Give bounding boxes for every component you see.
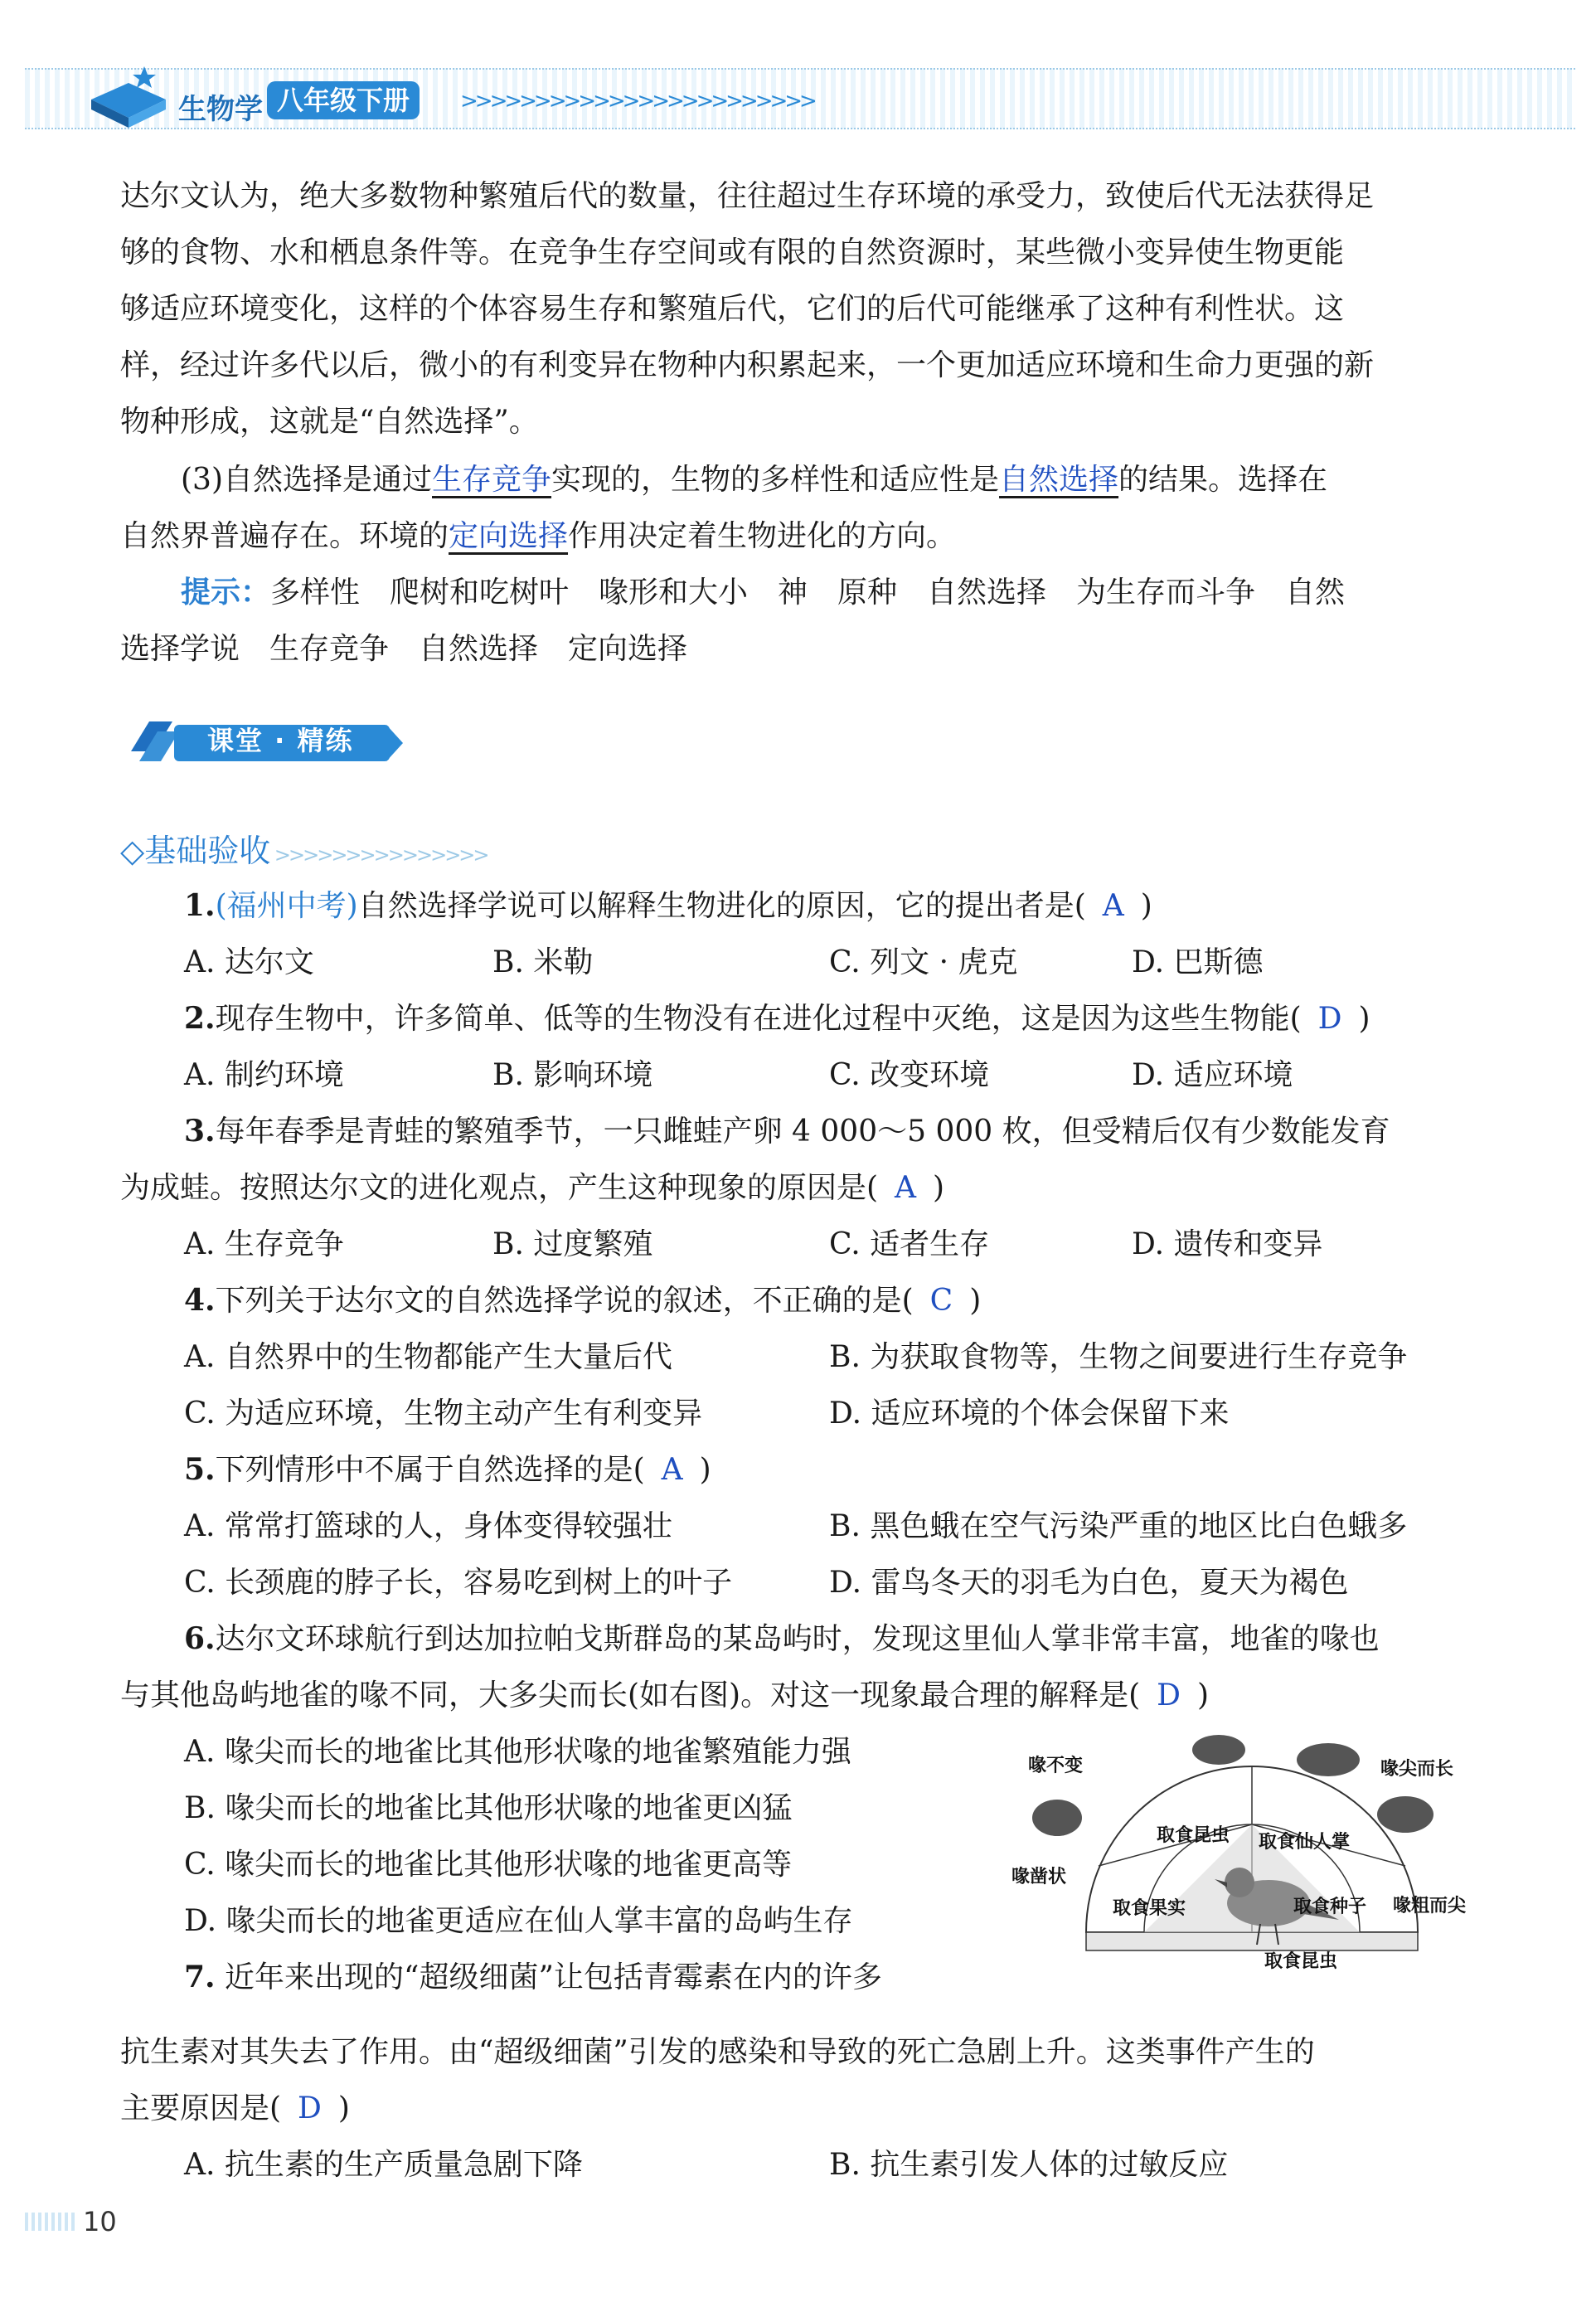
question-6-option-b: B. 喙尖而长的地雀比其他形状喙的地雀更凶猛 — [184, 1791, 793, 1825]
question-text: 下列关于达尔文的自然选择学说的叙述，不正确的是( — [215, 1284, 914, 1318]
question-number: 6. — [184, 1621, 216, 1656]
close-paren: ) — [1197, 1678, 1210, 1712]
question-6-option-a: A. 喙尖而长的地雀比其他形状喙的地雀繁殖能力强 — [184, 1735, 851, 1769]
question-3-option-c: C. 适者生存 — [829, 1227, 990, 1261]
question-number: 7. — [184, 1960, 216, 1994]
question-7-stem-cont2 — [120, 2085, 350, 2127]
question-source: (福州中考) — [215, 889, 358, 923]
arrows-decoration: >>>>>>>>>>>>>>> — [270, 843, 488, 867]
hint-label: 提示： — [181, 576, 271, 610]
question-6-stem — [184, 1615, 1380, 1658]
fill-blank — [432, 463, 551, 497]
question-number: 1. — [184, 888, 216, 923]
question-5-option-a: A. 常常打篮球的人，身体变得较强壮 — [184, 1509, 672, 1543]
question-answer: A — [895, 1171, 917, 1205]
close-paren: ) — [1140, 889, 1152, 923]
question-answer: A — [661, 1453, 683, 1487]
blank-answer: 生存竞争 — [432, 463, 552, 497]
fill-blank — [999, 463, 1118, 497]
question-answer: D — [1157, 1678, 1181, 1712]
question-text: 每年春季是青蛙的繁殖季节，一只雌蛙产卵 4 000～5 000 枚，但受精后仅有少数能发育 — [215, 1115, 1390, 1149]
point3-text: 自然界普遍存在。环境的 — [120, 519, 449, 553]
page-number: 10 — [83, 2206, 117, 2237]
blank-answer: 自然选择 — [999, 463, 1119, 497]
question-6-option-c: C. 喙尖而长的地雀比其他形状喙的地雀更高等 — [184, 1848, 793, 1882]
hint-line1 — [181, 569, 1345, 611]
question-3-option-d: D. 遗传和变异 — [1132, 1227, 1323, 1261]
question-number: 3. — [184, 1114, 216, 1149]
intro-line: 达尔文认为，绝大多数物种繁殖后代的数量，往往超过生存环境的承受力，致使后代无法获得足 — [120, 179, 1375, 213]
question-2-stem — [184, 995, 1370, 1037]
question-4-option-c: C. 为适应环境，生物主动产生有利变异 — [184, 1397, 703, 1431]
figure-label: 取食昆虫 — [1157, 1825, 1230, 1846]
question-5-option-c: C. 长颈鹿的脖子长，容易吃到树上的叶子 — [184, 1566, 733, 1600]
figure-label: 取食昆虫 — [1264, 1951, 1338, 1972]
hint-line2: 选择学说 生存竞争 自然选择 定向选择 — [120, 632, 688, 666]
hint-text: 多样性 爬树和吃树叶 喙形和大小 神 原种 自然选择 为生存而斗争 自然 — [270, 576, 1346, 610]
header-subject: 生物学 — [178, 93, 263, 126]
question-5-option-d: D. 雷鸟冬天的羽毛为白色，夏天为褐色 — [829, 1566, 1349, 1600]
intro-line: 物种形成，这就是“自然选择”。 — [120, 405, 539, 439]
question-2-option-b: B. 影响环境 — [492, 1058, 653, 1092]
question-text: 近年来出现的“超级细菌”让包括青霉素在内的许多 — [225, 1960, 882, 1994]
subsection-label: 基础验收 — [144, 833, 271, 869]
page-number-decoration — [25, 2213, 75, 2231]
point3-text: 实现的，生物的多样性和适应性是 — [551, 463, 1000, 497]
header-grade-badge: 八年级下册 — [267, 81, 420, 119]
question-7-stem — [184, 1954, 882, 1996]
question-5-stem — [184, 1446, 711, 1489]
point3-text: (3)自然选择是通过 — [181, 463, 432, 497]
question-4-option-b: B. 为获取食物等，生物之间要进行生存竞争 — [829, 1340, 1408, 1374]
question-7-option-b: B. 抗生素引发人体的过敏反应 — [829, 2148, 1229, 2182]
question-text: 与其他岛屿地雀的喙不同，大多尖而长(如右图)。对这一现象最合理的解释是( — [120, 1678, 1141, 1712]
figure-label: 喙粗而尖 — [1393, 1896, 1467, 1916]
finch-beak-diagram — [1011, 1725, 1476, 1974]
question-4-option-a: A. 自然界中的生物都能产生大量后代 — [184, 1340, 672, 1374]
question-1-option-a: A. 达尔文 — [184, 945, 314, 979]
question-6-option-d: D. 喙尖而长的地雀更适应在仙人掌丰富的岛屿生存 — [184, 1904, 853, 1938]
question-3-stem-cont — [120, 1164, 944, 1207]
subsection-title — [120, 825, 488, 871]
question-4-stem — [184, 1277, 981, 1319]
question-answer: C — [929, 1284, 953, 1318]
section-banner-title: 课堂 · 精练 — [207, 725, 354, 756]
question-7-option-a: A. 抗生素的生产质量急剧下降 — [184, 2148, 583, 2182]
figure-label: 喙凿状 — [1011, 1867, 1067, 1887]
question-number: 2. — [184, 1001, 216, 1036]
question-text: 现存生物中，许多简单、低等的生物没有在进化过程中灭绝，这是因为这些生物能( — [215, 1002, 1302, 1036]
question-3-option-b: B. 过度繁殖 — [492, 1227, 653, 1261]
question-answer: D — [298, 2091, 322, 2125]
close-paren: ) — [337, 2091, 350, 2125]
question-6-stem-cont — [120, 1672, 1209, 1714]
fill-blank — [449, 519, 568, 553]
question-5-option-b: B. 黑色蛾在空气污染严重的地区比白色蛾多 — [829, 1509, 1408, 1543]
point3-line1 — [181, 456, 1327, 498]
figure-label: 取食果实 — [1113, 1898, 1186, 1919]
question-answer: D — [1317, 1002, 1342, 1036]
question-number: 4. — [184, 1283, 216, 1318]
intro-line: 样，经过许多代以后，微小的有利变异在物种内积累起来，一个更加适应环境和生命力更强的新 — [120, 348, 1375, 382]
point3-line2 — [120, 512, 956, 555]
blank-answer: 定向选择 — [449, 519, 569, 553]
point3-text: 作用决定着生物进化的方向。 — [568, 519, 957, 553]
figure-label: 喙尖而长 — [1380, 1759, 1454, 1780]
question-2-option-d: D. 适应环境 — [1132, 1058, 1293, 1092]
close-paren: ) — [969, 1284, 982, 1318]
figure-label: 取食种子 — [1293, 1897, 1367, 1917]
question-2-option-a: A. 制约环境 — [184, 1058, 344, 1092]
question-text: 下列情形中不属于自然选择的是( — [215, 1453, 645, 1487]
close-paren: ) — [1358, 1002, 1370, 1036]
question-3-stem — [184, 1108, 1390, 1150]
question-1-option-b: B. 米勒 — [492, 945, 594, 979]
figure-label: 取食仙人掌 — [1259, 1832, 1351, 1853]
question-7-stem-cont: 抗生素对其失去了作用。由“超级细菌”引发的感染和导致的死亡急剧上升。这类事件产生的 — [120, 2035, 1315, 2069]
question-3-option-a: A. 生存竞争 — [184, 1227, 344, 1261]
intro-line: 够的食物、水和栖息条件等。在竞争生存空间或有限的自然资源时，某些微小变异使生物更能 — [120, 236, 1345, 270]
question-2-option-c: C. 改变环境 — [829, 1058, 990, 1092]
figure-label: 喙不变 — [1028, 1756, 1084, 1776]
book-logo-icon — [83, 50, 174, 133]
header-arrows-decoration: >>>>>>>>>>>>>>>>>>>>>>>> — [460, 89, 814, 114]
question-number: 5. — [184, 1452, 216, 1487]
question-1-option-d: D. 巴斯德 — [1132, 945, 1264, 979]
diamond-icon: ◇ — [120, 833, 145, 869]
question-4-option-d: D. 适应环境的个体会保留下来 — [829, 1397, 1230, 1431]
question-text: 主要原因是( — [120, 2091, 282, 2125]
close-paren: ) — [699, 1453, 711, 1487]
question-1-stem — [184, 882, 1152, 925]
question-answer: A — [1102, 889, 1124, 923]
close-paren: ) — [933, 1171, 945, 1205]
question-text: 为成蛙。按照达尔文的进化观点，产生这种现象的原因是( — [120, 1171, 879, 1205]
question-text: 达尔文环球航行到达加拉帕戈斯群岛的某岛屿时，发现这里仙人掌非常丰富，地雀的喙也 — [215, 1622, 1380, 1656]
intro-line: 够适应环境变化，这样的个体容易生存和繁殖后代，它们的后代可能继承了这种有利性状。这 — [120, 292, 1345, 326]
point3-text: 的结果。选择在 — [1118, 463, 1328, 497]
question-1-option-c: C. 列文 · 虎克 — [829, 945, 1018, 979]
question-text: 自然选择学说可以解释生物进化的原因，它的提出者是( — [357, 889, 1086, 923]
